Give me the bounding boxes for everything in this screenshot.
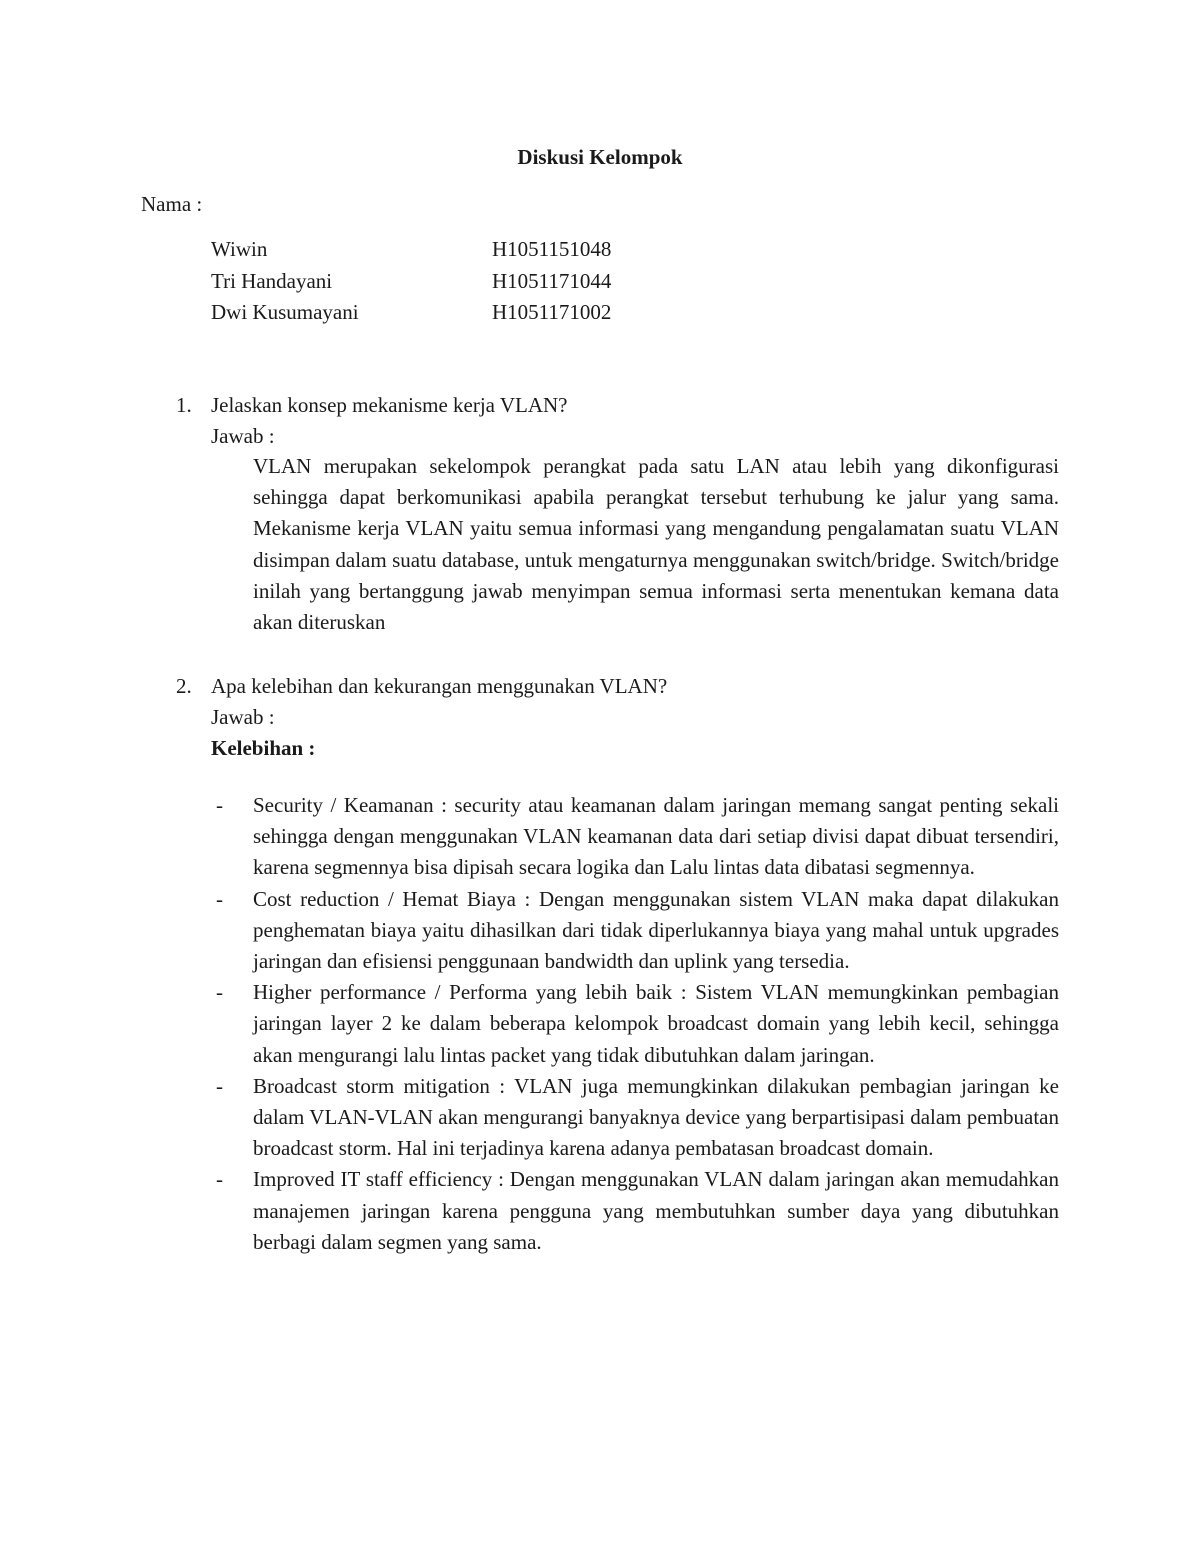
list-item [211,790,1059,884]
list-item-text: Cost reduction / Hemat Biaya : Dengan menggunakan sistem VLAN maka dapat dilakukan penghematan biaya yaitu dihasilkan dari tidak diperlukannya biaya yang mahal untuk upgrades jaringan dan efisiensi penggunaan bandwidth dan uplink yang tersedia. [253,886,1059,974]
bullet-dash: - [216,793,223,817]
list-item-text: Higher performance / Performa yang lebih baik : Sistem VLAN memungkinkan pembagian jaringan layer 2 ke dalam beberapa kelompok broadcast domain yang lebih kecil, sehingga akan mengurangi lalu lintas packet yang tidak dibutuhkan dalam jaringan. [253,980,1059,1067]
list-item [211,977,1059,1071]
jawab-label: Jawab : [211,424,275,448]
question-number: 2. [176,674,192,698]
member-name: Dwi Kusumayani [211,300,359,324]
nama-label: Nama : [141,192,203,216]
member-name: Tri Handayani [211,269,333,293]
bullet-dash: - [216,1167,223,1192]
jawab-label: Jawab : [211,705,275,729]
kelebihan-list [211,790,1059,1258]
answer-paragraph: VLAN merupakan sekelompok perangkat pada satu LAN atau lebih yang dikonfigurasi sehingga dapat berkomunikasi apabila perangkat tersebut terhubung ke jalur yang sama. Mekanisme kerja VLAN yaitu semua informasi yang mengandung pengalamatan suatu VLAN disimpan dalam suatu database, untuk mengaturnya menggunakan switch/bridge. Switch/bridge inilah yang bertanggung jawab menyimpan semua informasi serta menentukan kemana data akan diteruskan [253,454,1059,635]
list-item [211,884,1059,978]
member-id: H1051171002 [492,300,612,324]
bullet-dash: - [216,980,223,1005]
question-number: 1. [176,393,192,417]
document-title: Diskusi Kelompok [517,145,683,169]
member-id: H1051151048 [492,237,612,261]
list-item [211,1071,1059,1165]
question-text: Apa kelebihan dan kekurangan menggunakan VLAN? [211,674,668,698]
bullet-dash: - [216,886,223,911]
bullet-dash: - [216,1073,223,1098]
member-id: H1051171044 [492,269,612,293]
member-name: Wiwin [211,237,268,261]
question-text: Jelaskan konsep mekanisme kerja VLAN? [211,393,568,417]
list-item [211,1164,1059,1258]
list-item-text: Broadcast storm mitigation : VLAN juga memungkinkan dilakukan pembagian jaringan ke dalam VLAN-VLAN akan mengurangi banyaknya device yang berpartisipasi dalam pembuatan broadcast storm. Hal ini terjadinya karena adanya pembatasan broadcast domain. [253,1073,1059,1161]
list-item-text: Improved IT staff efficiency : Dengan menggunakan VLAN dalam jaringan akan memudahkan manajemen jaringan karena pengguna yang membutuhkan sumber daya yang dibutuhkan berbagi dalam segmen yang sama. [253,1167,1059,1254]
kelebihan-heading: Kelebihan : [211,736,316,760]
list-item-text: Security / Keamanan : security atau keamanan dalam jaringan memang sangat penting sekali sehingga dengan menggunakan VLAN keamanan data dari setiap divisi dapat dibuat tersendiri, karena segmennya bisa dipisah secara logika dan Lalu lintas data dibatasi segmennya. [253,793,1059,880]
